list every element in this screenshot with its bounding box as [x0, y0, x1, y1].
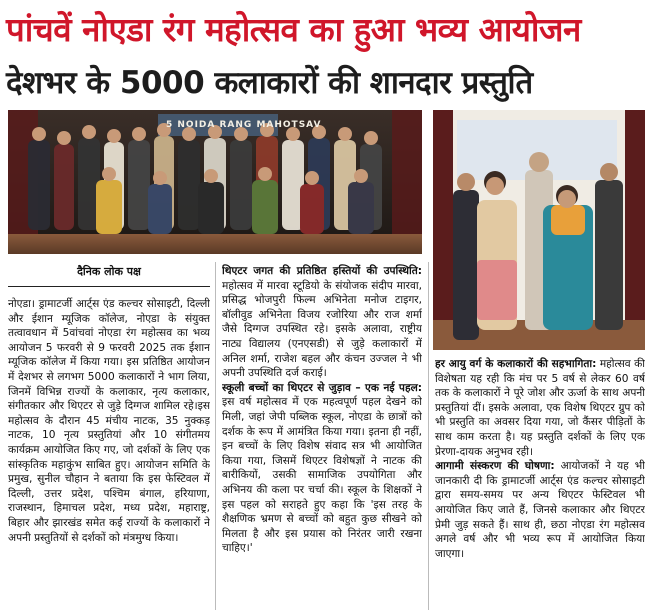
dateline: दैनिक लोक पक्ष — [77, 265, 141, 278]
column-rule-right — [428, 262, 429, 610]
dateline-rule — [8, 286, 210, 287]
article-column-2 — [222, 264, 422, 609]
article-column-1 — [8, 297, 210, 609]
column-3-body-1: महोत्सव की विशेषता यह रही कि मंच पर 5 वर्ष से लेकर 60 वर्ष तक के कलाकारों ने पूरे जोश और ऊर्जा के साथ अपनी प्रस्तुतियां दीं। इसके अलावा, एक विशेष थिएटर ग्रुप को भी प्रस्तुति का अवसर दिया गया, जो कैंसर पीड़ितों के साथ काम करता है। यह प्रस्तुति दर्शकों के लिए एक प्रेरणा-दायक अनुभव रही। — [435, 358, 645, 458]
column-2-para-1 — [222, 264, 422, 381]
subhead-school-children: स्कूली बच्चों का थिएटर से जुड़ाव – एक नई पहल: — [222, 381, 422, 394]
column-2-para-2 — [222, 381, 422, 556]
subhead-theatre-personalities: थिएटर जगत की प्रतिष्ठित हस्तियों की उपस्थिति: — [222, 265, 422, 277]
column-2-body-1: महोत्सव में मारवा स्टूडियो के संयोजक संदीप मारवा, प्रसिद्ध भोजपुरी फिल्म अभिनेता मनोज टाइगर, बॉलीवुड अभिनेता विजय रजोरिया और राज शर्मा जैसे दिग्गज उपस्थित रहे। इसके अलावा, राष्ट्रीय नाट्य विद्यालय (एनएसडी) से जुड़े कलाकारों में अनिल शर्मा, राजेश बहल और कंचन उज्जल ने भी अपनी उपस्थिति दर्ज कराई। — [222, 279, 422, 380]
group-photo — [8, 110, 422, 254]
subhead-all-age-groups: हर आयु वर्ग के कलाकारों की सहभागिता: — [435, 358, 597, 370]
column-rule-left — [215, 262, 216, 610]
article-column-3 — [435, 357, 645, 609]
group-photo-graphic — [8, 110, 422, 254]
column-1-body: नोएडा। ड्रामाटर्जी आर्ट्स एंड कल्चर सोसाइटी, दिल्ली और ईशान म्यूजिक कॉलेज, नोएडा के संयुक्त तत्वावधान में 5वांचवां नोएडा रंग महोत्सव का भव्य आयोजन 5 फरवरी से 9 फरवरी 2025 तक ईशान म्यूजिक कॉलेज में किया गया। इस प्रतिष्ठित आयोजन में देशभर से लगभग 5000 कलाकारों ने भाग लिया, जिनमें विभिन्न राज्यों के कलाकार, नृत्य कलाकार, संगीतकार और थिएटर से जुड़े दिग्गज शामिल रहे।इस महोत्सव के दौरान 45 मंचीय नाटक, 35 नुक्कड़ नाटक, 10 नृत्य प्रस्तुतियां और 10 संगीतमय कार्यक्रम आयोजित किए गए, जो दर्शकों के लिए एक सांस्कृतिक महाकुंभ साबित हुए। आयोजन समिति के प्रमुख, सुनील चौहान ने बताया कि इस फेस्टिवल में दिल्ली, उत्तर प्रदेश, पश्चिम बंगाल, हरियाणा, राजस्थान, हिमाचल प्रदेश, मध्य प्रदेश, महाराष्ट्र, बिहार और झारखंड समेत कई राज्यों के कलाकारों ने अपनी प्रस्तुतियों से दर्शकों को मंत्रमुग्ध किया। — [8, 298, 210, 544]
subhead-next-edition: आगामी संस्करण की घोषणा: — [435, 460, 555, 473]
column-3-para-1 — [435, 357, 645, 459]
felicitation-photo-graphic — [433, 110, 645, 350]
column-2-body-2: इस वर्ष महोत्सव में एक महत्वपूर्ण पहल देखने को मिली, जहां जेपी पब्लिक स्कूल, नोएडा के छात्रों को दर्शक के रूप में आमंत्रित किया गया। इतना ही नहीं, इन बच्चों के लिए विशेष संवाद सत्र भी आयोजित किया गया, जिसमें थिएटर विशेषज्ञों ने नाटक की बारीकियों, उसकी सामाजिक उपयोगिता और अभिनय की कला पर चर्चा की। स्कूल के शिक्षकों ने इस पहल को सराहते हुए कहा कि 'इस तरह के शैक्षणिक भ्रमण से बच्चों को बहुत कुछ सीखने को मिलता है और इस प्रयास को निरंतर जारी रखना चाहिए।' — [222, 396, 422, 555]
subheadline: देशभर के 5000 कलाकारों की शानदार प्रस्तुति — [6, 65, 533, 101]
column-3-para-2 — [435, 459, 645, 561]
felicitation-photo — [433, 110, 645, 350]
column-3-body-2: आयोजकों ने यह भी जानकारी दी कि ड्रामाटर्जी आर्ट्स एंड कल्चर सोसाइटी द्वारा समय-समय पर अन्य थिएटर फेस्टिवल भी आयोजित किए जाते हैं, जिनसे कलाकार और थिएटर प्रेमी जुड़ सकते हैं। साथ ही, छठा नोएडा रंग महोत्सव अगले वर्ष और भी भव्य रूप में आयोजित किया जाएगा। — [435, 460, 645, 560]
headline: पांचवें नोएडा रंग महोत्सव का हुआ भव्य आयोजन — [6, 10, 581, 49]
stage-banner: 5 NOIDA RANG MAHOTSAV — [166, 120, 322, 130]
